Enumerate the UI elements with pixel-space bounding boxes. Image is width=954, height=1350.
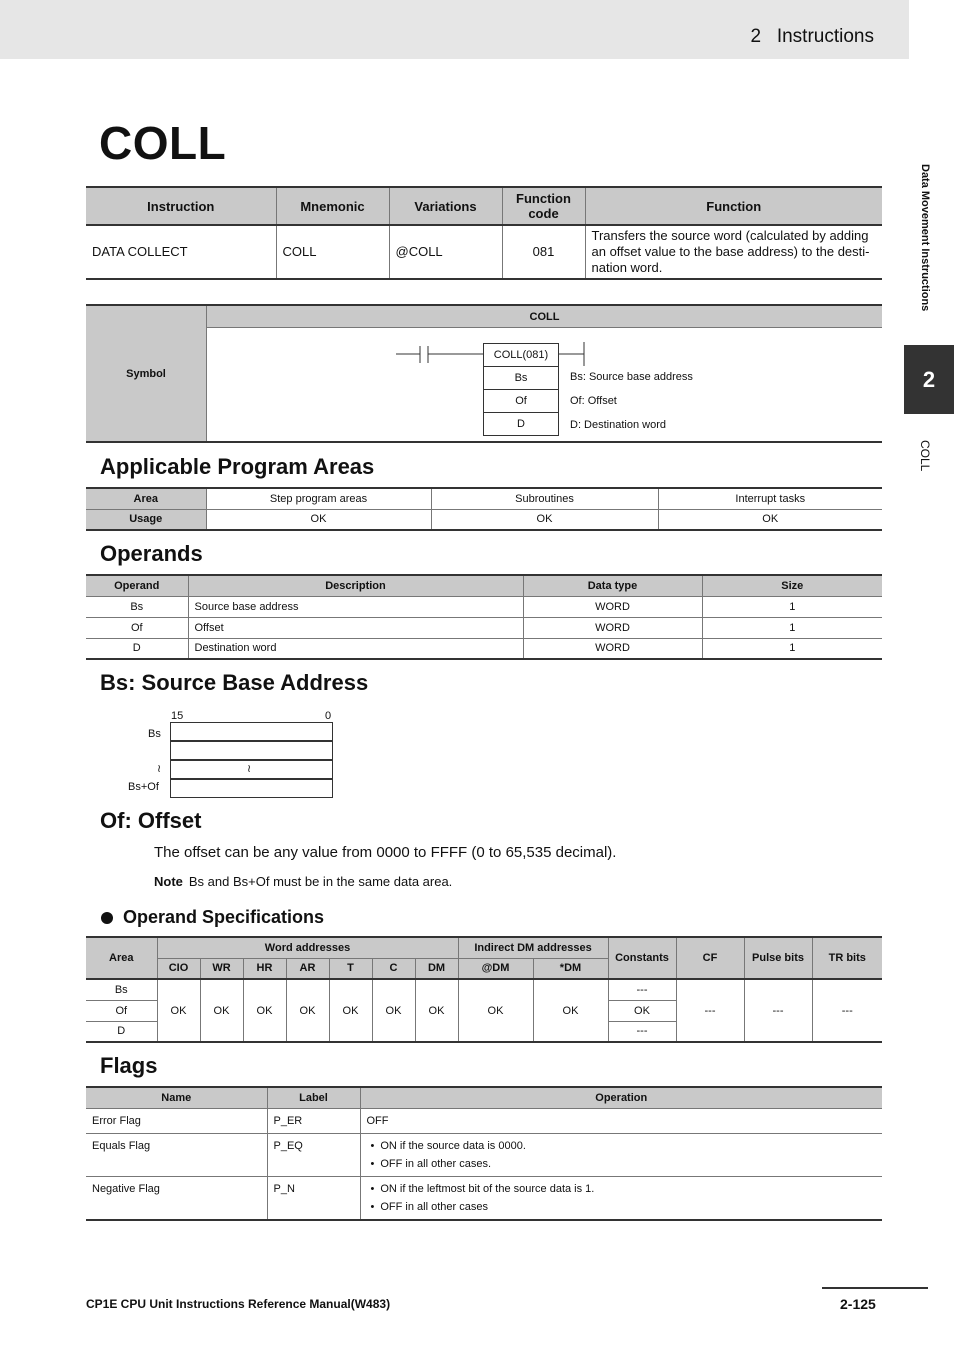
table-cell: D (86, 638, 188, 659)
instruction-box-title: COLL(081) (493, 349, 549, 361)
table-cell: Subroutines (431, 488, 658, 509)
program-areas-table (86, 487, 882, 531)
col-header: Name (86, 1087, 267, 1108)
table-cell: OK (415, 979, 458, 1042)
footer-divider (822, 1287, 928, 1289)
footer-manual-title: CP1E CPU Unit Instructions Reference Manual(W483) (86, 1297, 391, 1311)
bullet-icon (101, 912, 113, 924)
table-row (86, 1108, 882, 1133)
table-cell: Error Flag (86, 1108, 267, 1133)
list-item: • ON if the source data is 0000. (367, 1137, 877, 1155)
offset-description: The offset can be any value from 0000 to FFFF (0 to 65,535 decimal). (154, 844, 617, 861)
table-cell (360, 1176, 882, 1220)
col-subheader: @DM (458, 958, 533, 979)
table-cell: Interrupt tasks (658, 488, 882, 509)
operand-box-bs: Bs (514, 372, 528, 384)
table-cell: OFF (360, 1108, 882, 1133)
flags-table (86, 1086, 882, 1221)
table-cell: P_N (267, 1176, 360, 1220)
continuation-mark: ≀ (247, 763, 252, 775)
table-row (86, 509, 882, 530)
list-item: • OFF in all other cases (367, 1198, 877, 1216)
table-cell: OK (372, 979, 415, 1042)
operand-spec-heading (101, 907, 324, 928)
table-cell: 1 (702, 596, 882, 617)
operand-box-d: D (517, 418, 525, 430)
col-header: CF (676, 937, 744, 979)
row-header: Usage (86, 509, 206, 530)
operands-table (86, 574, 882, 660)
table-row (86, 617, 882, 638)
table-cell: --- (676, 979, 744, 1042)
operand-desc-bs: Bs: Source base address (570, 371, 693, 383)
note-label: Note (154, 874, 183, 889)
col-subheader: *DM (533, 958, 608, 979)
col-header: Area (86, 937, 157, 979)
col-header: Pulse bits (744, 937, 812, 979)
table-cell: 1 (702, 617, 882, 638)
table-cell: Bs (86, 596, 188, 617)
table-cell: OK (658, 509, 882, 530)
table-row (86, 1133, 882, 1176)
col-header: Label (267, 1087, 360, 1108)
memory-word-box (170, 779, 333, 798)
side-instruction-label: COLL (918, 440, 932, 472)
bit-label-low: 0 (325, 710, 332, 722)
table-cell: Step program areas (206, 488, 431, 509)
side-chapter-title: Data Movement Instructions (919, 164, 931, 312)
list-item: • OFF in all other cases. (367, 1155, 877, 1173)
page-number: 2-125 (840, 1296, 876, 1312)
table-cell: OK (533, 979, 608, 1042)
col-header: Constants (608, 937, 676, 979)
section-heading-bs: Bs: Source Base Address (100, 670, 369, 695)
instruction-table (86, 186, 882, 280)
col-header: Operation (360, 1087, 882, 1108)
table-cell: 1 (702, 638, 882, 659)
table-cell: Of (86, 617, 188, 638)
side-chapter-tab[interactable]: 2 (904, 345, 954, 414)
col-subheader: T (329, 958, 372, 979)
bs-plus-of-label: Bs+Of (128, 781, 159, 793)
list-item: • ON if the leftmost bit of the source data is 1. (367, 1180, 877, 1198)
continuation-mark: ≀ (157, 763, 162, 775)
table-row (86, 225, 882, 279)
col-header: Instruction (86, 187, 276, 225)
bs-label: Bs (148, 728, 161, 740)
table-row (86, 979, 882, 1000)
table-cell: Source base address (188, 596, 523, 617)
col-subheader: C (372, 958, 415, 979)
symbol-block (86, 304, 882, 443)
table-cell: OK (243, 979, 286, 1042)
table-cell: OK (200, 979, 243, 1042)
col-header: TR bits (812, 937, 882, 979)
table-cell: 081 (502, 225, 585, 279)
col-header: Function (585, 187, 882, 225)
table-cell: Offset (188, 617, 523, 638)
col-subheader: WR (200, 958, 243, 979)
col-header: Size (702, 575, 882, 596)
table-row (86, 638, 882, 659)
table-cell: OK (608, 1000, 676, 1021)
col-header: Mnemonic (276, 187, 389, 225)
table-cell: DATA COLLECT (86, 225, 276, 279)
bit-label-high: 15 (171, 710, 184, 722)
row-header: Of (86, 1000, 157, 1021)
col-header: Description (188, 575, 523, 596)
table-cell: Transfers the source word (calculated by adding an offset value to the base address) to the desti-nation word. (585, 225, 882, 279)
table-cell: Negative Flag (86, 1176, 267, 1220)
symbol-heading: COLL (207, 306, 882, 328)
table-row (86, 596, 882, 617)
operand-spec-table (86, 936, 882, 1043)
table-cell: COLL (276, 225, 389, 279)
memory-word-box (170, 741, 333, 760)
header-section-title: 2 Instructions (750, 26, 874, 47)
table-cell: OK (206, 509, 431, 530)
row-header: Area (86, 488, 206, 509)
col-header: Word addresses (157, 937, 458, 958)
table-cell: WORD (523, 638, 702, 659)
operand-box-of: Of (515, 395, 527, 407)
table-cell: OK (286, 979, 329, 1042)
col-header: Operand (86, 575, 188, 596)
table-row (86, 488, 882, 509)
table-cell: Equals Flag (86, 1133, 267, 1176)
col-subheader: HR (243, 958, 286, 979)
table-cell: OK (431, 509, 658, 530)
table-cell: WORD (523, 617, 702, 638)
table-cell (360, 1133, 882, 1176)
row-header: Bs (86, 979, 157, 1000)
row-header: D (86, 1021, 157, 1042)
operand-desc-of: Of: Offset (570, 395, 617, 407)
table-cell: @COLL (389, 225, 502, 279)
col-header: Variations (389, 187, 502, 225)
note (154, 874, 452, 889)
memory-word-box (170, 722, 333, 741)
col-header: Data type (523, 575, 702, 596)
table-cell: Destination word (188, 638, 523, 659)
table-cell: --- (608, 979, 676, 1000)
table-row (86, 1176, 882, 1220)
table-cell: P_ER (267, 1108, 360, 1133)
col-header: Function code (502, 187, 585, 225)
col-subheader: DM (415, 958, 458, 979)
symbol-label: Symbol (86, 306, 207, 441)
section-heading-flags: Flags (100, 1053, 158, 1078)
section-heading-operands: Operands (100, 541, 203, 566)
operand-desc-d: D: Destination word (570, 419, 666, 431)
col-subheader: AR (286, 958, 329, 979)
table-cell: OK (157, 979, 200, 1042)
memory-word-box (170, 760, 333, 779)
section-heading-areas: Applicable Program Areas (100, 454, 375, 479)
operand-spec-title: Operand Specifications (123, 907, 325, 927)
table-cell: P_EQ (267, 1133, 360, 1176)
table-cell: --- (812, 979, 882, 1042)
col-header: Indirect DM addresses (458, 937, 608, 958)
table-cell: --- (608, 1021, 676, 1042)
col-subheader: CIO (157, 958, 200, 979)
note-text: Bs and Bs+Of must be in the same data area. (188, 874, 453, 889)
section-heading-of: Of: Offset (100, 808, 202, 833)
table-cell: --- (744, 979, 812, 1042)
page-title: COLL (99, 117, 227, 169)
table-cell: OK (458, 979, 533, 1042)
table-cell: WORD (523, 596, 702, 617)
table-cell: OK (329, 979, 372, 1042)
